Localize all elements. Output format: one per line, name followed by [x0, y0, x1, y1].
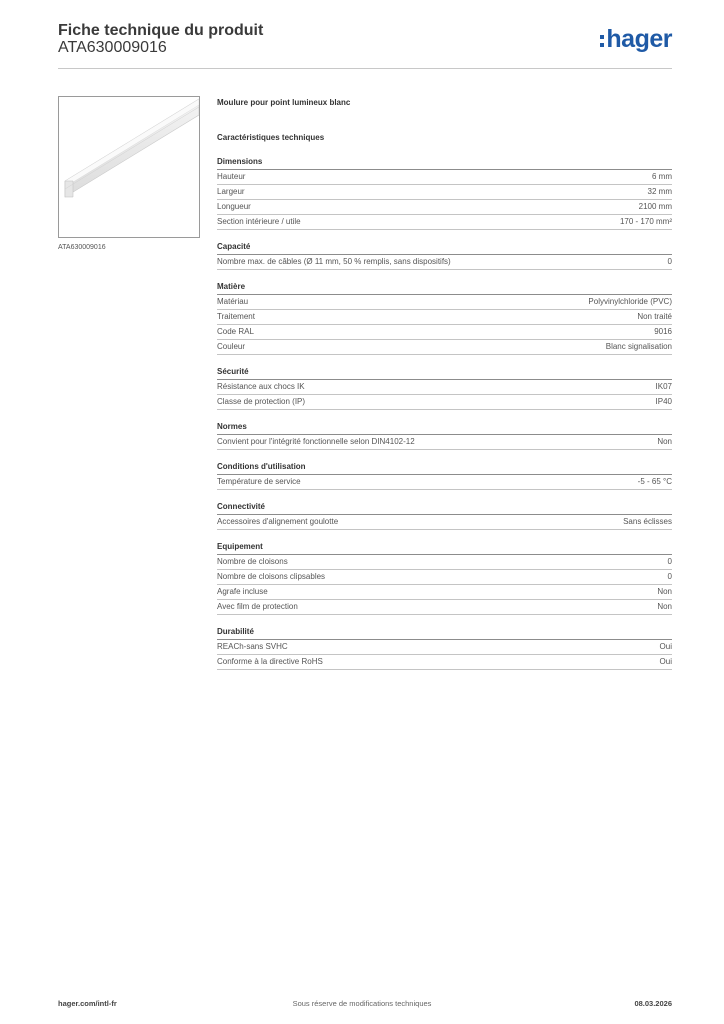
spec-row [217, 295, 672, 310]
section-title: Capacité [217, 240, 672, 255]
spec-label: Code RAL [217, 327, 254, 336]
section-title: Durabilité [217, 625, 672, 640]
spec-label: Section intérieure / utile [217, 217, 301, 226]
spec-label: Avec film de protection [217, 602, 298, 611]
spec-row [217, 380, 672, 395]
spec-row [217, 570, 672, 585]
spec-label: Résistance aux chocs IK [217, 382, 305, 391]
spec-value: 2100 mm [638, 202, 672, 211]
spec-label: Accessoires d'alignement goulotte [217, 517, 339, 526]
spec-row [217, 340, 672, 355]
spec-value: 0 [667, 557, 672, 566]
molding-strip-icon [59, 97, 199, 237]
header-divider [58, 68, 672, 69]
spec-label: Couleur [217, 342, 246, 351]
spec-section [217, 365, 672, 410]
spec-row [217, 475, 672, 490]
spec-row [217, 435, 672, 450]
spec-section [217, 625, 672, 670]
logo-text: hager [606, 25, 672, 53]
spec-value: 32 mm [647, 187, 672, 196]
spec-value: IP40 [655, 397, 672, 406]
spec-label: Conforme à la directive RoHS [217, 657, 323, 666]
image-caption: ATA630009016 [58, 244, 106, 251]
product-name: Moulure pour point lumineux blanc [217, 98, 351, 107]
spec-value: 0 [667, 572, 672, 581]
spec-value: Oui [659, 642, 672, 651]
spec-value: 170 - 170 mm² [619, 217, 672, 226]
spec-row [217, 555, 672, 570]
spec-label: Longueur [217, 202, 251, 211]
spec-row [217, 215, 672, 230]
spec-section [217, 280, 672, 355]
spec-label: Largeur [217, 187, 245, 196]
spec-label: Hauteur [217, 172, 246, 181]
spec-row [217, 655, 672, 670]
spec-section [217, 540, 672, 615]
product-image [58, 96, 200, 238]
section-title: Connectivité [217, 500, 672, 515]
section-title: Normes [217, 420, 672, 435]
section-title: Equipement [217, 540, 672, 555]
spec-row [217, 515, 672, 530]
spec-label: Agrafe incluse [217, 587, 268, 596]
spec-row [217, 255, 672, 270]
spec-section [217, 500, 672, 530]
spec-value: Non [657, 602, 672, 611]
section-title: Dimensions [217, 155, 672, 170]
spec-value: 0 [667, 257, 672, 266]
spec-row [217, 600, 672, 615]
spec-value: IK07 [655, 382, 672, 391]
footer-notice: Sous réserve de modifications techniques [292, 999, 432, 1008]
spec-section [217, 155, 672, 230]
spec-row [217, 170, 672, 185]
footer-date: 08.03.2026 [634, 999, 672, 1008]
spec-value: Non [657, 437, 672, 446]
spec-row [217, 185, 672, 200]
spec-value: -5 - 65 °C [637, 477, 672, 486]
spec-value: Polyvinylchloride (PVC) [588, 297, 672, 306]
hager-logo [600, 27, 672, 52]
spec-label: Matériau [217, 297, 249, 306]
page-title: Fiche technique du produit [58, 22, 264, 39]
spec-content [217, 96, 672, 670]
spec-section [217, 420, 672, 450]
spec-row [217, 325, 672, 340]
spec-value: 6 mm [652, 172, 672, 181]
section-title: Sécurité [217, 365, 672, 380]
specs-heading: Caractéristiques techniques [217, 133, 325, 142]
spec-row [217, 395, 672, 410]
product-reference: ATA630009016 [58, 39, 167, 56]
spec-section [217, 460, 672, 490]
section-title: Conditions d'utilisation [217, 460, 672, 475]
footer-website[interactable]: hager.com/intl-fr [58, 999, 117, 1008]
spec-section [217, 240, 672, 270]
spec-row [217, 585, 672, 600]
spec-row [217, 640, 672, 655]
spec-value: Blanc signalisation [605, 342, 672, 351]
spec-label: Température de service [217, 477, 301, 486]
spec-label: REACh-sans SVHC [217, 642, 288, 651]
spec-value: Oui [659, 657, 672, 666]
spec-label: Nombre max. de câbles (Ø 11 mm, 50 % remplis, sans dispositifs) [217, 257, 451, 266]
spec-label: Nombre de cloisons clipsables [217, 572, 326, 581]
spec-value: Non traité [637, 312, 672, 321]
spec-row [217, 310, 672, 325]
spec-sections [217, 155, 672, 670]
spec-value: Sans éclisses [623, 517, 672, 526]
spec-label: Traitement [217, 312, 255, 321]
spec-label: Convient pour l'intégrité fonctionnelle selon DIN4102-12 [217, 437, 415, 446]
spec-value: 9016 [654, 327, 672, 336]
spec-label: Nombre de cloisons [217, 557, 288, 566]
spec-value: Non [657, 587, 672, 596]
logo-dots-icon [600, 35, 604, 47]
spec-row [217, 200, 672, 215]
section-title: Matière [217, 280, 672, 295]
spec-label: Classe de protection (IP) [217, 397, 306, 406]
